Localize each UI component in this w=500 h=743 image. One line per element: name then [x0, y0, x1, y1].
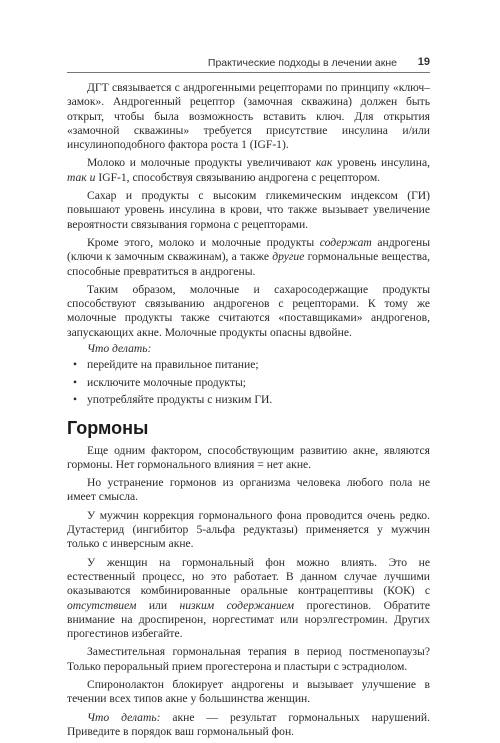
text-run: У женщин на гормональный фон можно влиять. Это не естественный процесс, но это работает. В данном случае лучшими оказываются комбинированные оральные контрацептивы (КОК) с	[67, 555, 430, 598]
main-text	[67, 81, 430, 743]
paragraph-men: У мужчин коррекция гормонального фона проводится очень редко. Дутастерид (ингибитор 5-альфа редуктазы) применяется у мужчин только с инверсным акне.	[67, 508, 430, 551]
paragraph-milk-insulin	[67, 156, 430, 185]
paragraph-women	[67, 556, 430, 642]
emphasis: другие	[272, 250, 305, 264]
text-run: андрогены (ключи к замочным скважинам), а также	[67, 235, 431, 264]
bullet-icon: •	[73, 392, 78, 406]
recommendation-list	[67, 358, 430, 407]
list-item-text: перейдите на правильное питание;	[87, 358, 259, 372]
bullet-icon: •	[73, 375, 78, 389]
emphasis: низким содержанием	[179, 598, 295, 612]
text-run: уровень инсулина,	[332, 156, 430, 170]
section-heading: Гормоны	[67, 418, 149, 439]
list-item-text: употребляйте продукты с низким ГИ.	[87, 392, 273, 406]
emphasis: отсутствием	[67, 598, 137, 612]
list-item	[73, 393, 430, 407]
emphasis: Что делать:	[87, 710, 161, 724]
emphasis: так и	[67, 170, 96, 184]
text-run: IGF-1, способствуя связыванию андрогена с рецептором.	[95, 170, 381, 184]
text-run: Кроме этого, молоко и молочные продукты	[87, 235, 320, 249]
paragraph-menopause: Заместительная гормональная терапия в период постменопаузы? Только пероральный прием прогестерона и пластыри с эстрадиолом.	[67, 645, 430, 673]
paragraph-conclusion: Таким образом, молочные и сахаросодержащие продукты способствуют связыванию андрогенов с рецепторами. К тому же молочные продукты также считаются «поставщиками» андрогенов, запускающих акне. Молочные продукты опасны вдвойне.	[67, 282, 430, 339]
emphasis: содержат	[319, 235, 372, 249]
list-item	[73, 358, 430, 372]
paragraph-dht: ДГТ связывается с андрогенными рецепторами по принципу «ключ–замок». Андрогенный рецептор (замочная скважина) должен быть открыт, чтобы была возможность вставить ключ. Для открытия «замочной скважины» требуется присутствие инсулина и/или инсулиноподобного фактора роста 1 (IGF-1).	[67, 81, 430, 152]
text-run: Молоко и молочные продукты увеличивают	[87, 156, 316, 170]
paragraph-spironolactone: Спиронолактон блокирует андрогены и вызывает улучшение в течении всех типов акне у большинства женщин.	[67, 677, 430, 706]
emphasis: Что делать:	[87, 342, 152, 356]
running-title: Практические подходы в лечении акне	[207, 57, 397, 69]
paragraph-androgens	[67, 236, 430, 279]
page-number: 19	[417, 56, 430, 68]
what-to-do-label	[67, 342, 430, 356]
paragraph-sugar: Сахар и продукты с высоким гликемическим индексом (ГИ) повышают уровень инсулина в крови, что также вызывает увеличение вероятности связывания гормона с рецепторами.	[67, 189, 430, 231]
paragraph-hormones-intro: Еще одним фактором, способствующим развитию акне, являются гормоны. Нет гормонального влияния = нет акне.	[67, 443, 430, 471]
paragraph-no-sense: Но устранение гормонов из организма человека любого пола не имеет смысла.	[67, 476, 430, 504]
list-item	[73, 376, 430, 390]
running-header	[67, 56, 430, 73]
text-run: гормональные вещества, способные превратиться в андрогены.	[67, 250, 430, 278]
text-run: акне — результат гормональных нарушений. Приведите в порядок ваш гормональный фон.	[67, 710, 430, 738]
text-run: или	[136, 598, 180, 612]
list-item-text: исключите молочные продукты;	[87, 375, 246, 389]
text-run: прогестинов. Обратите внимание на дроспиренон, норгестимат или норэлгестромин. Других прогестинов избегайте.	[67, 598, 430, 641]
emphasis: как	[315, 156, 333, 170]
bullet-icon: •	[73, 358, 78, 372]
